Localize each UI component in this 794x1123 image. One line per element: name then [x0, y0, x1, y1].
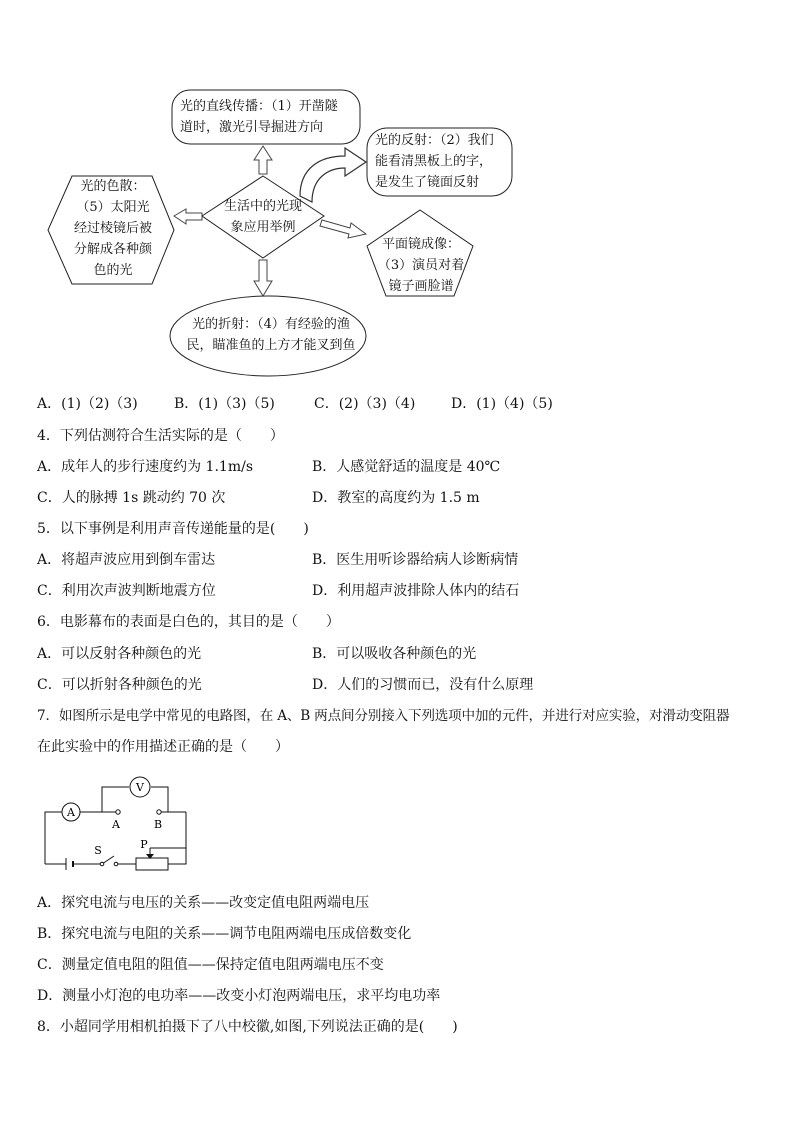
- q3-option-d: D．(1)（4)（5): [451, 396, 553, 412]
- q6-option-d: D．人们的习惯而已，没有什么原理: [312, 677, 534, 693]
- q7-stem-line2: 在此实验中的作用描述正确的是（ ）: [37, 739, 289, 755]
- q7-option-d: D．测量小灯泡的电功率——改变小灯泡两端电压，求平均电功率: [37, 988, 441, 1004]
- ellipse-text: 光的折射：（4）有经验的渔 民，瞄准鱼的上方才能叉到鱼: [186, 317, 356, 353]
- q6-option-b: B．可以吸收各种颜色的光: [312, 646, 477, 662]
- switch-label: S: [94, 844, 102, 857]
- q5-option-d: D．利用超声波排除人体内的结石: [312, 583, 520, 599]
- terminal-a: [116, 810, 120, 814]
- circuit-diagram: [40, 770, 200, 875]
- switch-pivot: [100, 862, 104, 866]
- q5-option-a: A．将超声波应用到倒车雷达: [37, 552, 216, 568]
- left-arrow: [174, 209, 202, 224]
- q3-option-c: C．(2)（3)（4): [314, 396, 416, 412]
- ammeter-label: A: [67, 806, 75, 819]
- up-arrow: [254, 146, 272, 174]
- q3-option-a: A．(1)（2)（3): [37, 396, 138, 412]
- top-box-text: 光的直线传播：（1）开凿隧 道时，激光引导掘进方向: [180, 99, 338, 135]
- pentagon-text: 平面镜成像： （3）演员对着 镜子画脸谱: [377, 237, 465, 294]
- q6-option-c: C．可以折射各种颜色的光: [37, 677, 202, 693]
- point-b-label: B: [153, 818, 163, 831]
- q4-option-c: C．人的脉搏 1s 跳动约 70 次: [37, 490, 226, 506]
- point-a-label: A: [112, 818, 120, 831]
- diagonal-arrow: [320, 220, 366, 238]
- terminal-b: [157, 810, 161, 814]
- slider-label: P: [140, 838, 148, 851]
- q7-option-c: C．测量定值电阻的阻值——保持定值电阻两端电压不变: [37, 957, 384, 973]
- down-arrow: [254, 260, 272, 296]
- center-text: 生活中的光现 象应用举例: [223, 199, 302, 235]
- q7-option-a: A．探究电流与电压的关系——改变定值电阻两端电压: [37, 895, 370, 911]
- switch-contact: [114, 862, 118, 866]
- curved-arrow: [300, 148, 366, 202]
- q7-option-b: B．探究电流与电阻的关系——调节电阻两端电压成倍数变化: [37, 926, 412, 942]
- voltmeter-label: V: [136, 781, 144, 794]
- q4-option-d: D．教室的高度约为 1.5 m: [312, 490, 480, 506]
- q3-option-b: B．(1)（3)（5): [174, 396, 275, 412]
- right-box-text: 光的反射：（2）我们 能看清黑板上的字， 是发生了镜面反射: [375, 133, 494, 190]
- q6-option-a: A．可以反射各种颜色的光: [37, 646, 202, 662]
- q4-option-b: B．人感觉舒适的温度是 40℃: [312, 459, 501, 475]
- q6-stem: 6．电影幕布的表面是白色的，其目的是（ ）: [37, 614, 340, 630]
- q4-stem: 4．下列估测符合生活实际的是（ ）: [37, 428, 284, 444]
- q7-stem-line1: 7．如图所示是电学中常见的电路图，在 A、B 两点间分别接入下列选项中加的元件，并进行对应实验，对滑动变阻器: [37, 708, 730, 724]
- circuit-svg: [40, 770, 200, 875]
- q8-stem: 8．小超同学用相机拍摄下了八中校徽,如图,下列说法正确的是( ): [37, 1019, 458, 1035]
- q5-option-b: B．医生用听诊器给病人诊断病情: [312, 552, 519, 568]
- left-hexagon-text: 光的色散： （5）太阳光 经过棱镜后被 分解成各种颜 色的光: [73, 179, 152, 278]
- light-phenomena-diagram: [30, 78, 530, 383]
- q4-option-a: A．成年人的步行速度约为 1.1m/s: [37, 459, 254, 475]
- q5-option-c: C．利用次声波判断地震方位: [37, 583, 216, 599]
- q5-stem: 5．以下事例是利用声音传递能量的是( ): [37, 521, 309, 537]
